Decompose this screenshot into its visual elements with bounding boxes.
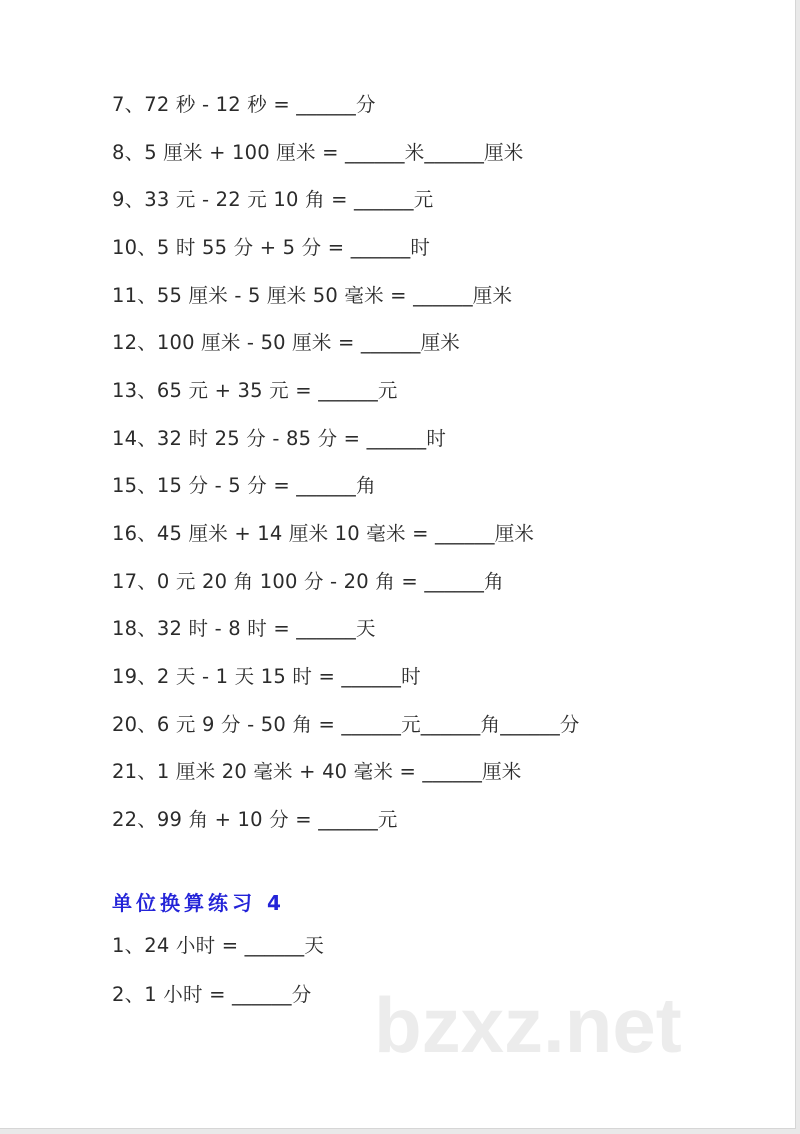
exercise-item: 1、24 小时 = ______天 (112, 934, 325, 957)
exercise-item: 20、6 元 9 分 - 50 角 = ______元______角______分 (112, 712, 580, 736)
exercise-item: 11、55 厘米 - 5 厘米 50 毫米 = ______厘米 (112, 283, 513, 307)
watermark: bzxz.net (374, 981, 682, 1069)
exercise-item: 17、0 元 20 角 100 分 - 20 角 = ______角 (112, 569, 504, 593)
exercise-item: 9、33 元 - 22 元 10 角 = ______元 (112, 188, 434, 212)
exercise-item: 22、99 角 + 10 分 = ______元 (112, 808, 398, 832)
exercise-item: 2、1 小时 = ______分 (112, 983, 312, 1006)
section-heading: 单位换算练习 4 (112, 891, 285, 915)
exercise-item: 12、100 厘米 - 50 厘米 = ______厘米 (112, 331, 461, 355)
exercise-item: 13、65 元 + 35 元 = ______元 (112, 379, 398, 403)
exercise-item: 7、72 秒 - 12 秒 = ______分 (112, 93, 376, 116)
exercise-item: 10、5 时 55 分 + 5 分 = ______时 (112, 236, 431, 259)
exercise-item: 19、2 天 - 1 天 15 时 = ______时 (112, 665, 421, 689)
exercise-item: 18、32 时 - 8 时 = ______天 (112, 617, 376, 641)
exercise-item: 15、15 分 - 5 分 = ______角 (112, 474, 376, 498)
exercise-item: 8、5 厘米 + 100 厘米 = ______米______厘米 (112, 140, 524, 164)
exercise-item: 21、1 厘米 20 毫米 + 40 毫米 = ______厘米 (112, 760, 522, 784)
exercise-item: 14、32 时 25 分 - 85 分 = ______时 (112, 426, 447, 450)
exercise-item: 16、45 厘米 + 14 厘米 10 毫米 = ______厘米 (112, 522, 535, 546)
